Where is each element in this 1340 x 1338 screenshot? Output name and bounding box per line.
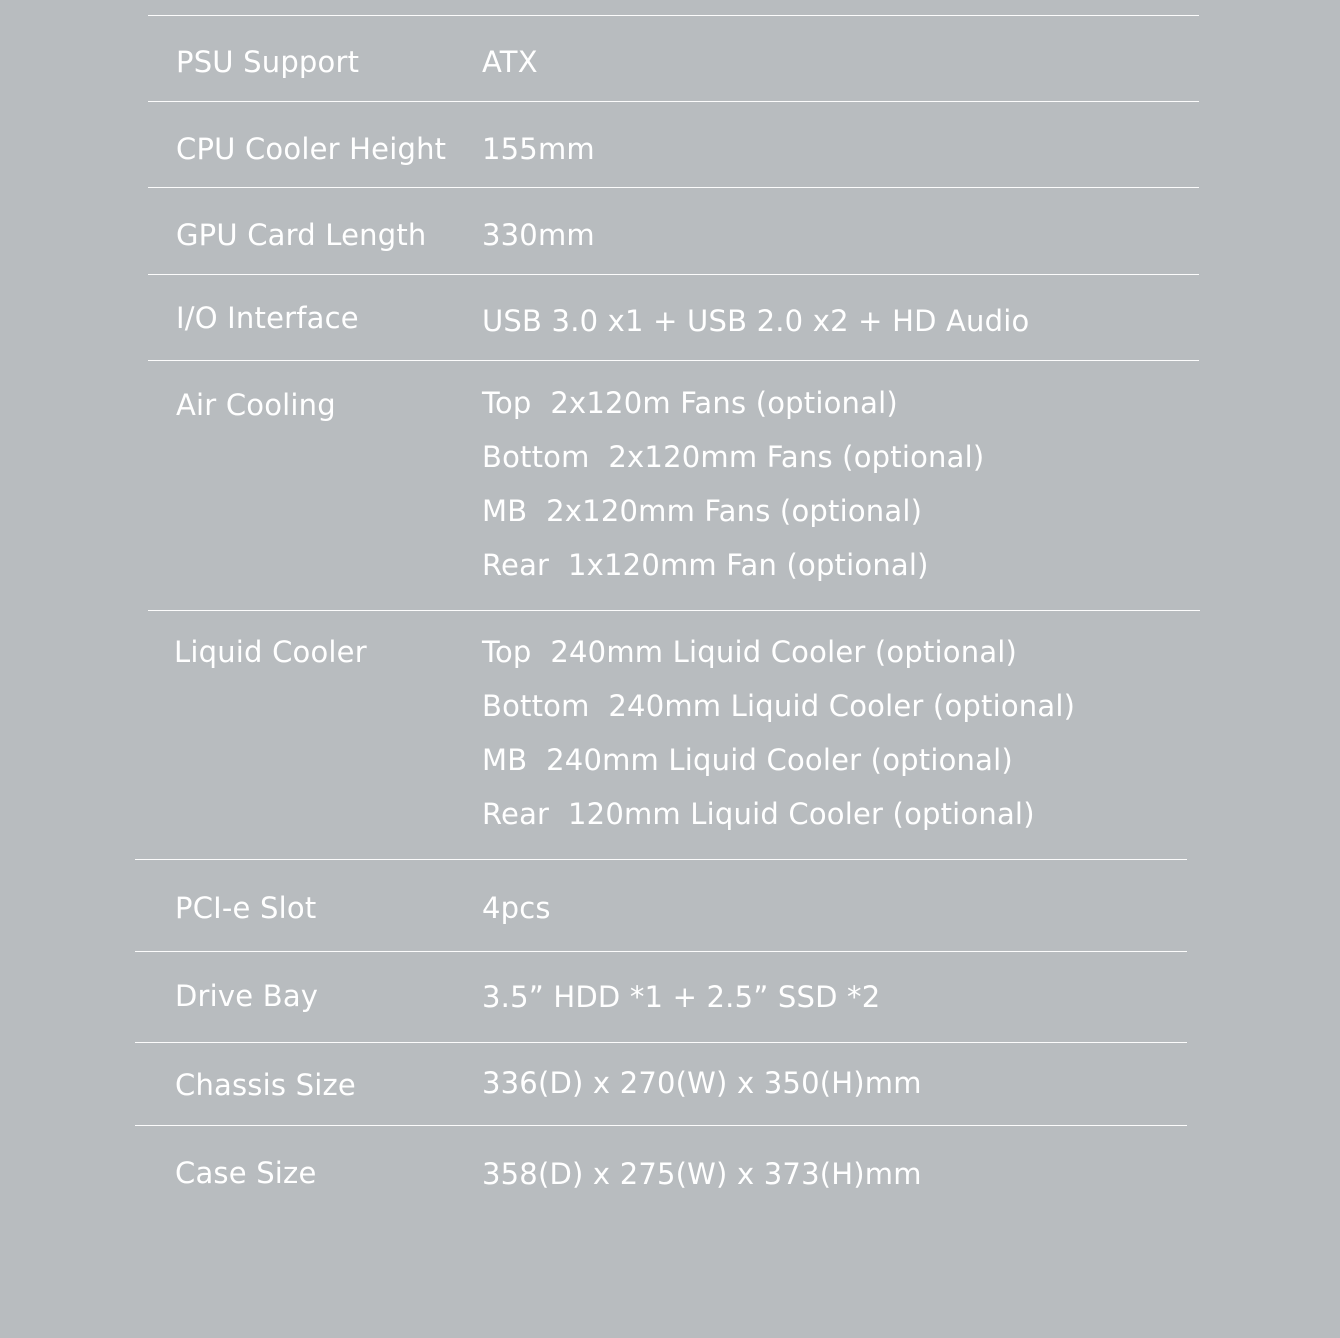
air-cooling-mb: MB 2x120mm Fans (optional): [482, 494, 923, 528]
row-divider: [148, 360, 1199, 361]
chassis-size-label: Chassis Size: [175, 1068, 356, 1102]
liquid-cooler-rear: Rear 120mm Liquid Cooler (optional): [482, 797, 1035, 831]
case-size-label: Case Size: [175, 1156, 317, 1190]
row-divider: [148, 610, 1200, 611]
liquid-cooler-mb: MB 240mm Liquid Cooler (optional): [482, 743, 1013, 777]
cpu-cooler-height-value: 155mm: [482, 132, 595, 166]
row-divider: [135, 1042, 1187, 1043]
air-cooling-top: Top 2x120m Fans (optional): [482, 386, 898, 420]
pcie-slot-value: 4pcs: [482, 891, 551, 925]
row-divider: [135, 951, 1187, 952]
air-cooling-label: Air Cooling: [176, 388, 336, 422]
air-cooling-bottom: Bottom 2x120mm Fans (optional): [482, 440, 985, 474]
pcie-slot-label: PCI-e Slot: [175, 891, 317, 925]
psu-support-label: PSU Support: [176, 45, 360, 79]
case-size-value: 358(D) x 275(W) x 373(H)mm: [482, 1157, 922, 1191]
gpu-card-length-value: 330mm: [482, 218, 595, 252]
liquid-cooler-top: Top 240mm Liquid Cooler (optional): [482, 635, 1018, 669]
psu-support-value: ATX: [482, 45, 538, 79]
liquid-cooler-bottom: Bottom 240mm Liquid Cooler (optional): [482, 689, 1076, 723]
row-divider: [148, 187, 1199, 188]
drive-bay-label: Drive Bay: [175, 979, 319, 1013]
liquid-cooler-label: Liquid Cooler: [174, 635, 367, 669]
air-cooling-rear: Rear 1x120mm Fan (optional): [482, 548, 929, 582]
io-interface-value: USB 3.0 x1 + USB 2.0 x2 + HD Audio: [482, 304, 1030, 338]
row-divider: [135, 859, 1187, 860]
cpu-cooler-height-label: CPU Cooler Height: [176, 132, 447, 166]
row-divider: [148, 15, 1199, 16]
chassis-size-value: 336(D) x 270(W) x 350(H)mm: [482, 1066, 922, 1100]
row-divider: [148, 101, 1199, 102]
drive-bay-value: 3.5” HDD *1 + 2.5” SSD *2: [482, 980, 881, 1014]
row-divider: [135, 1125, 1187, 1126]
gpu-card-length-label: GPU Card Length: [176, 218, 427, 252]
row-divider: [148, 274, 1199, 275]
io-interface-label: I/O Interface: [176, 301, 359, 335]
